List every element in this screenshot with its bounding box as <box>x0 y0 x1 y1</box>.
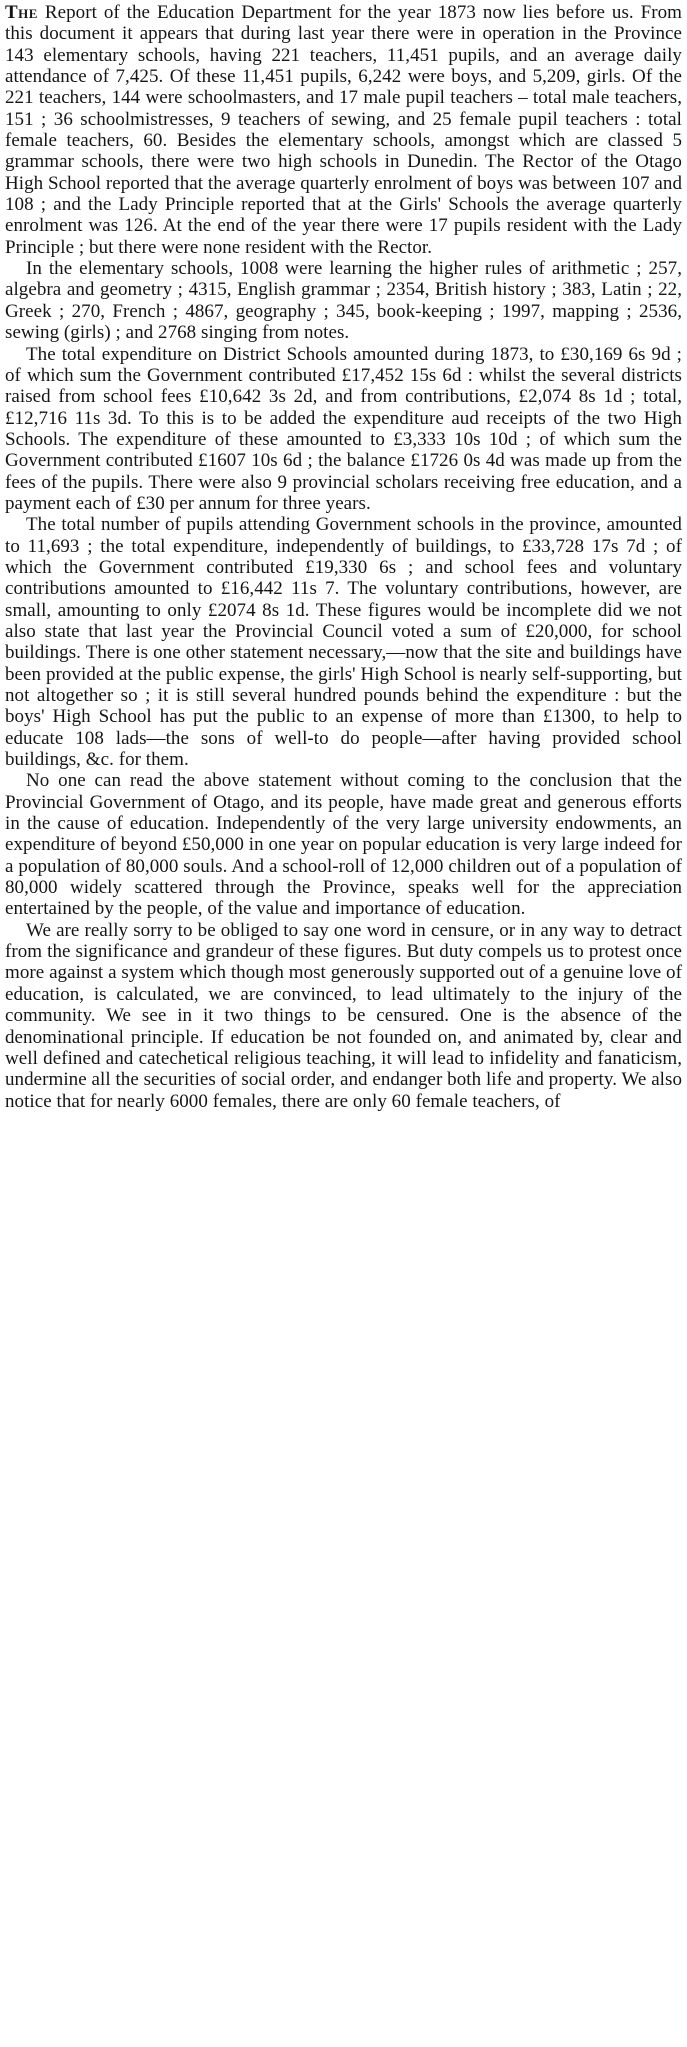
paragraph-total-pupils: The total number of pupils attending Government schools in the province, amounted to 11,693 ; the total expenditure, independently of buildings, to £33,728 17s 7d ; of which the Government contributed £19,330 6s ; and school fees and voluntary contributions amounted to £16,442 11s 7. The voluntary contributions, however, are small, amounting to only £2074 8s 1d. These figures would be incomplete did we not also state that last year the Provincial Council voted a sum of £20,000, for school buildings. There is one other statement necessary,—now that the site and buildings have been provided at the public expense, the girls' High School is nearly self-supporting, but not altogether so ; it is still several hundred pounds behind the expenditure : but the boys' High School has put the public to an expense of more than £1300, to help to educate 108 lads—the sons of well-to do people—after having provided school buildings, &c. for them. <box>5 514 682 771</box>
paragraph-report-summary <box>5 2 682 258</box>
paragraph-district-expenditure: The total expenditure on District Schools amounted during 1873, to £30,169 6s 9d ; of which sum the Government contributed £17,452 15s 6d : whilst the several districts raised from school fees £10,642 3s 2d, and from contributions, £2,074 8s 1d ; total, £12,716 11s 3d. To this is to be added the expenditure aud receipts of the two High Schools. The expenditure of these amounted to £3,333 10s 10d ; of which sum the Government contributed £1607 10s 6d ; the balance £1726 0s 4d was made up from the fees of the pupils. There were also 9 provincial scholars receiving free education, and a payment each of £30 per annum for three years. <box>5 343 682 514</box>
paragraph-subjects-taught: In the elementary schools, 1008 were learning the higher rules of arithmetic ; 257, algebra and geometry ; 4315, English grammar ; 2354, British history ; 383, Latin ; 22, Greek ; 270, French ; 4867, geography ; 345, book-keeping ; 1997, mapping ; 2536, sewing (girls) ; and 2768 singing from notes. <box>5 258 682 344</box>
paragraph-censure: We are really sorry to be obliged to say one word in censure, or in any way to detract from the significance and grandeur of these figures. But duty compels us to protest once more against a system which though most generously supported out of a genuine love of education, is calculated, we are convinced, to lead ultimately to the injury of the community. We see in it two things to be censured. One is the absence of the denominational principle. If education be not founded on, and animated by, clear and well defined and catechetical religious teaching, it will lead to infidelity and fanaticism, undermine all the securities of social order, and endanger both life and property. We also notice that for nearly 6000 females, there are only 60 female teachers, of <box>5 919 683 1112</box>
paragraph-text: Report of the Education Department for the year 1873 now lies before us. From this document it appears that during last year there were in operation in the Province 143 elementary schools, having 221 teachers, 11,451 pupils, and an average daily attendance of 7,425. Of these 11,451 pupils, 6,242 were boys, and 5,209, girls. Of the 221 teachers, 144 were schoolmasters, and 17 male pupil teachers – total male teachers, 151 ; 36 schoolmistresses, 9 teachers of sewing, and 25 female pupil teachers : total female teachers, 60. Besides the elementary schools, amongst which are classed 5 grammar schools, there were two high schools in Dunedin. The Rector of the Otago High School reported that the average quarterly enrolment of boys was between 107 and 108 ; and the Lady Principle reported that at the Girls' Schools the average quarterly enrolment was 126. At the end of the year there were 17 pupils resident with the Lady Principle ; but there were none resident with the Rector. <box>5 2 682 258</box>
paragraph-conclusion: No one can read the above statement without coming to the conclusion that the Provincial Government of Otago, and its people, have made great and generous efforts in the cause of education. Independently of the very large university endowments, an expenditure of beyond £50,000 in one year on popular education is very large indeed for a population of 80,000 souls. And a school-roll of 12,000 children out of a population of 80,000 widely scattered through the Province, speaks well for the appreciation entertained by the people, of the value and importance of education. <box>5 770 682 920</box>
lead-word: The <box>5 2 38 23</box>
